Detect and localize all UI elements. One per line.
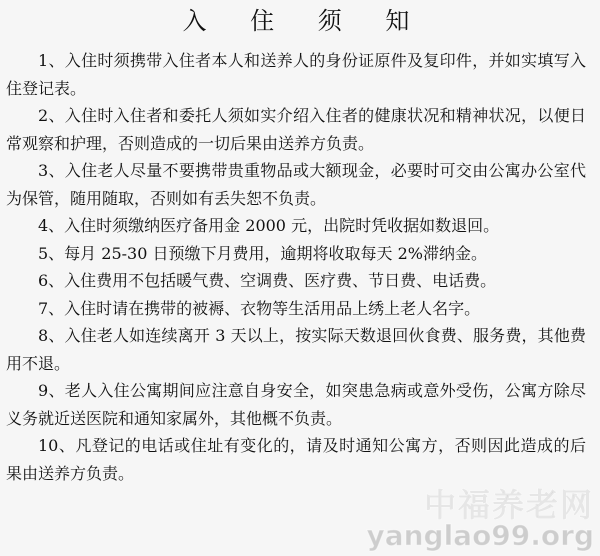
- notice-item-3: 3、入住老人尽量不要携带贵重物品或大额现金，必要时可交由公寓办公室代为保管，随用随取，否则如有丢失恕不负责。: [6, 161, 586, 208]
- notice-item-6: 6、入住费用不包括暖气费、空调费、医疗费、节日费、电话费。: [38, 271, 497, 290]
- watermark-cn: 中福养老网: [423, 486, 594, 524]
- notice-item-10: 10、凡登记的电话或住址有变化的，请及时通知公寓方，否则因此造成的后果由送养方负责。: [6, 436, 586, 483]
- notice-item-2: 2、入住时入住者和委托人须如实介绍入住者的健康状况和精神状况，以便日常观察和护理，否则造成的一切后果由送养方负责。: [6, 106, 586, 153]
- notice-item-4: 4、入住时须缴纳医疗备用金 2000 元，出院时凭收据如数退回。: [38, 216, 500, 235]
- notice-item-9: 9、老人入住公寓期间应注意自身安全，如突患急病或意外受伤，公寓方除尽义务就近送医院和通知家属外，其他概不负责。: [6, 381, 586, 428]
- notice-item-8: 8、入住老人如连续离开 3 天以上，按实际天数退回伙食费、服务费，其他费用不退。: [6, 326, 586, 373]
- watermark-url: yanglao99.org: [366, 519, 594, 552]
- notice-item-5: 5、每月 25-30 日预缴下月费用，逾期将收取每天 2%滞纳金。: [38, 243, 487, 263]
- notice-item-7: 7、入住时请在携带的被褥、衣物等生活用品上绣上老人名字。: [38, 298, 481, 318]
- notice-item-1: 1、入住时须携带入住者本人和送养人的身份证原件及复印件，并如实填写入住登记表。: [6, 51, 586, 98]
- page-title: 入 住 须 知: [182, 7, 428, 35]
- notice-list: [6, 47, 586, 487]
